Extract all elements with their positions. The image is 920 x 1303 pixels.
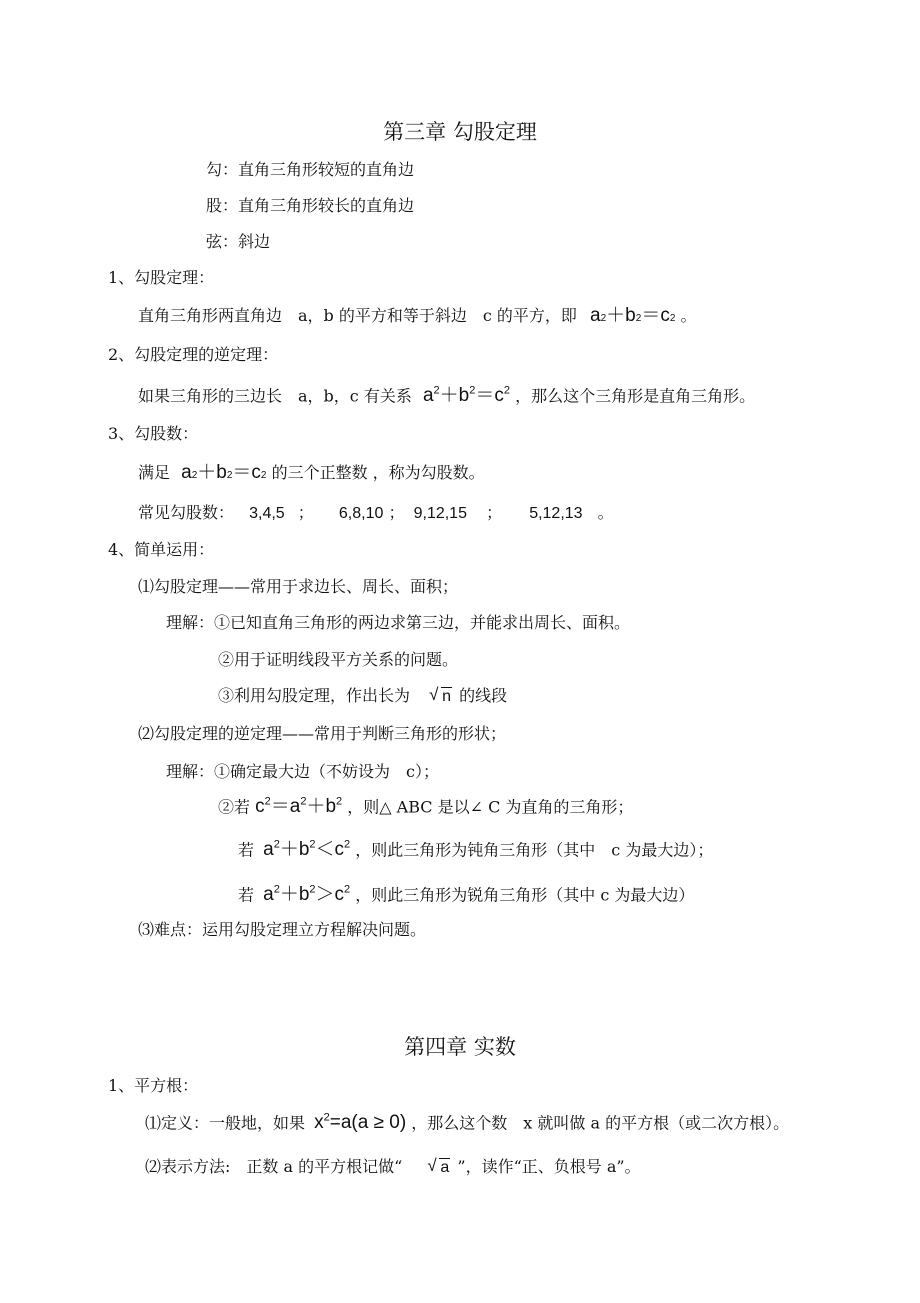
- formula: $a^2+b^2<c^2$: [263, 839, 351, 861]
- triple: 5,12,13: [529, 505, 583, 522]
- triple: 3,4,5: [249, 505, 285, 522]
- formula: $x^2=a(a \ge 0)$: [314, 1112, 407, 1134]
- converse-statement: 如果三角形的三边长 a，b，c 有关系 $a^2+b^2=c^2$ ，那么这个三角形是直角三角形。: [138, 385, 756, 407]
- definition-xian: 弦：斜边: [206, 232, 271, 251]
- square-root-definition: ⑴定义：一般地，如果 $x^2=a(a \ge 0)$ ，那么这个数 x 就叫做 a 的平方根（或二次方根）。: [145, 1112, 790, 1134]
- formula: $c^2=a^2+b^2$: [255, 796, 343, 818]
- common-triples: 常见勾股数： 3,4,5 ； 6,8,10 ； 9,12,15 ； 5,12,13 。: [138, 503, 614, 522]
- understanding-item: 理解：①确定最大边（不妨设为 c）；: [166, 762, 439, 781]
- square-root-n: √ n: [429, 685, 452, 705]
- converse-text: 如果三角形的三边长 a，b，c 有关系: [138, 386, 412, 406]
- application-item: ⑴勾股定理——常用于求边长、周长、面积；: [138, 577, 459, 596]
- section-heading: 1、勾股定理：: [108, 268, 215, 287]
- chapter4-title: 第四章 实数: [404, 1035, 516, 1059]
- section-heading: 2、勾股定理的逆定理：: [108, 345, 279, 364]
- square-root-a: √ a: [427, 1156, 450, 1176]
- application-item: ⑶难点：运用勾股定理立方程解决问题。: [138, 920, 427, 939]
- chapter3-title: 第三章 勾股定理: [383, 120, 537, 144]
- section-heading: 3、勾股数：: [108, 424, 199, 443]
- definition-gou: 勾：直角三角形较短的直角边: [206, 160, 415, 179]
- understanding-item: 理解：①已知直角三角形的两边求第三边，并能求出周长、面积。: [166, 613, 631, 632]
- section-heading: 4、简单运用：: [108, 540, 215, 559]
- understanding-item: ②用于证明线段平方关系的问题。: [218, 650, 459, 669]
- converse-case-right: ②若 $c^2=a^2+b^2$ ，则△ ABC 是以∠ C 为直角的三角形；: [218, 796, 634, 818]
- theorem-statement: 直角三角形两直角边 a，b 的平方和等于斜边 c 的平方，即 a2＋b2＝c2 。: [138, 305, 697, 326]
- theorem-text: 直角三角形两直角边 a，b 的平方和等于斜边 c 的平方，即: [138, 306, 577, 325]
- definition-gu: 股：直角三角形较长的直角边: [206, 196, 415, 215]
- square-root-notation: ⑵表示方法: 正数 a 的平方根记做“ √ a ”，读作“正、负根号 a”。: [145, 1156, 641, 1176]
- formula: a2＋b2＝c2: [181, 462, 267, 483]
- pythagorean-triple-definition: 满足 a2＋b2＝c2 的三个正整数 ，称为勾股数。: [138, 462, 485, 483]
- formula: $a^2+b^2>c^2$: [263, 884, 351, 906]
- triple: 9,12,15: [413, 505, 467, 522]
- understanding-item: ③利用勾股定理，作出长为 √ n 的线段: [218, 685, 508, 705]
- triple: 6,8,10: [338, 505, 384, 522]
- converse-case-obtuse: 若 $a^2+b^2<c^2$ ，则此三角形为钝角三角形（其中 c 为最大边）；: [238, 839, 714, 861]
- converse-case-acute: 若 $a^2+b^2>c^2$ ，则此三角形为锐角三角形（其中 c 为最大边）: [238, 884, 695, 906]
- section-heading: 1、平方根：: [108, 1076, 199, 1095]
- formula: $a^2+b^2=c^2$: [422, 385, 510, 407]
- formula: a2＋b2＝c2: [590, 305, 676, 326]
- application-item: ⑵勾股定理的逆定理——常用于判断三角形的形状；: [138, 724, 507, 743]
